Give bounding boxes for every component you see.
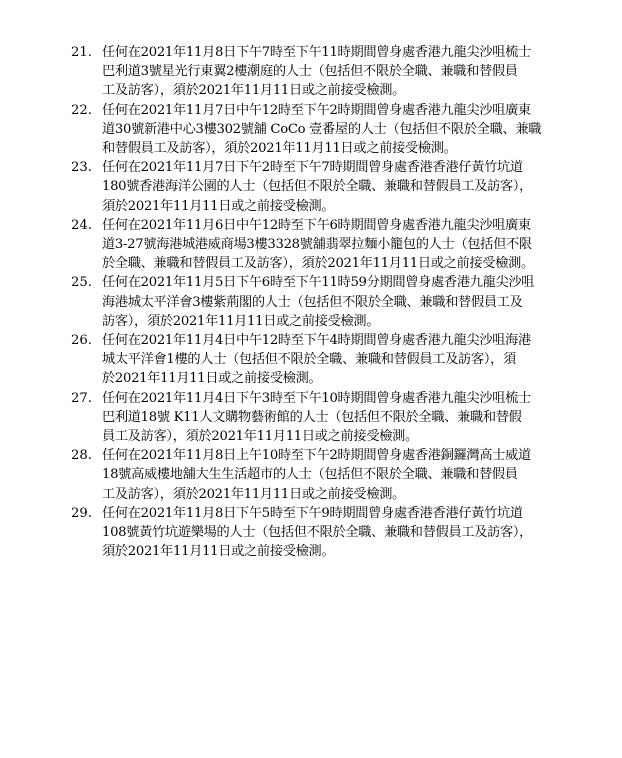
item-text-line: 任何在2021年11月8日下午7時至下午11時期間曾身處香港九龍尖沙咀梳士 [102, 45, 531, 60]
item-number: 23. [71, 160, 92, 176]
item-text-line: 任何在2021年11月8日下午5時至下午9時期間曾身處香港香港仔黃竹坑道 [102, 505, 523, 521]
item-text-line: 須於2021年11月11日或之前接受檢測。 [102, 198, 335, 214]
item-text-line: 巴利道3號星光行東翼2樓潮庭的人士（包括但不限於全職、兼職和替假員 [102, 64, 518, 80]
list-item [0, 101, 622, 159]
item-text-line: 城太平洋會1樓的人士（包括但不限於全職、兼職和替假員工及訪客），須 [102, 352, 516, 368]
item-text-line: 任何在2021年11月7日下午2時至下午7時期間曾身處香港香港仔黃竹坑道 [102, 160, 523, 176]
item-text-line: 任何在2021年11月8日上午10時至下午2時期間曾身處香港銅鑼灣高士威道 [102, 448, 531, 464]
item-number: 27. [71, 390, 92, 406]
item-text-line: 道30號新港中心3樓302號舖 CoCo 壹番屋的人士（包括但不限於全職、兼職 [102, 121, 542, 137]
item-number: 22. [71, 102, 92, 118]
list-item [0, 504, 622, 562]
list-item [0, 158, 622, 216]
item-number: 24. [71, 217, 92, 233]
item-text-line: 巴利道18號 K11人文購物藝術館的人士（包括但不限於全職、兼職和替假 [102, 409, 522, 425]
item-text-line: 員工及訪客），須於2021年11月11日或之前接受檢測。 [102, 429, 418, 445]
item-text-line: 工及訪客），須於2021年11月11日或之前接受檢測。 [102, 486, 405, 502]
item-text-line: 任何在2021年11月4日下午3時至下午10時期間曾身處香港九龍尖沙咀梳士 [102, 390, 531, 406]
list-item [0, 273, 622, 331]
list-item [0, 446, 622, 504]
item-number: 29. [71, 505, 92, 521]
item-text-line: 於2021年11月11日或之前接受檢測。 [102, 371, 322, 387]
list-item [0, 389, 622, 447]
item-text-line: 18號高威樓地舖大生生活超市的人士（包括但不限於全職、兼職和替假員 [102, 467, 518, 483]
item-text-line: 108號黃竹坑遊樂場的人士（包括但不限於全職、兼職和替假員工及訪客）， [102, 525, 533, 541]
item-number: 26. [71, 333, 92, 349]
item-text-line: 於全職、兼職和替假員工及訪客），須於2021年11月11日或之前接受檢測。 [102, 256, 534, 272]
item-text-line: 海港城太平洋會3樓紫荊閣的人士（包括但不限於全職、兼職和替假員工及 [102, 294, 523, 310]
item-text-line: 道3-27號海港城港威商場3樓3328號舖翡翠拉麵小籠包的人士（包括但不限 [102, 237, 532, 253]
item-text-line: 任何在2021年11月7日中午12時至下午2時期間曾身處香港九龍尖沙咀廣東 [102, 102, 531, 118]
document-page [0, 43, 622, 561]
item-text-line: 180號香港海洋公園的人士（包括但不限於全職、兼職和替假員工及訪客）， [102, 179, 533, 195]
item-number: 21. [71, 45, 92, 60]
item-text-line: 須於2021年11月11日或之前接受檢測。 [102, 544, 335, 560]
item-text-line: 任何在2021年11月4日中午12時至下午4時期間曾身處香港九龍尖沙咀海港 [102, 333, 531, 349]
item-number: 28. [71, 448, 92, 464]
item-number: 25. [71, 275, 92, 291]
item-text-line: 和替假員工及訪客），須於2021年11月11日或之前接受檢測。 [102, 141, 457, 157]
item-text-line: 訪客），須於2021年11月11日或之前接受檢測。 [102, 313, 380, 329]
item-text-line: 任何在2021年11月5日下午6時至下午11時59分期間曾身處香港九龍尖沙咀 [102, 275, 535, 291]
list-item [0, 216, 622, 274]
list-item [0, 331, 622, 389]
item-text-line: 工及訪客），須於2021年11月11日或之前接受檢測。 [102, 83, 405, 99]
item-text-line: 任何在2021年11月6日中午12時至下午6時期間曾身處香港九龍尖沙咀廣東 [102, 217, 531, 233]
list-item [0, 43, 622, 101]
